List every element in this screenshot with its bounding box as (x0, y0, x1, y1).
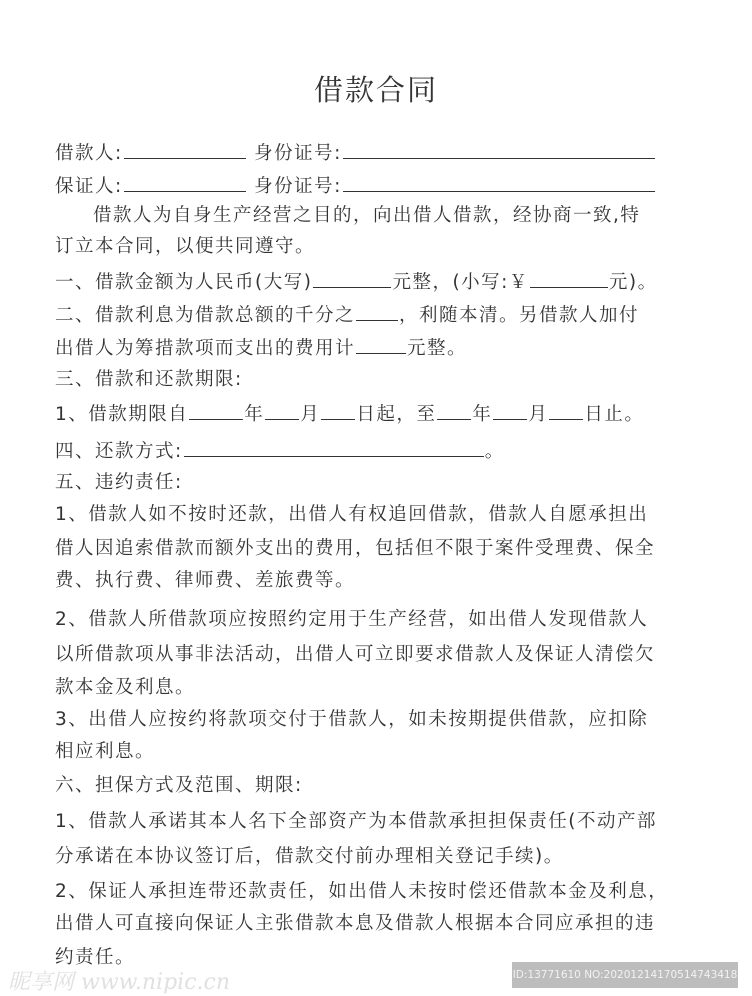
paragraph-line: 借款人为自身生产经营之目的，向出借人借款，经协商一致,特 (93, 205, 641, 226)
guarantor-label: 保证人: (55, 176, 123, 197)
paragraph-line: 2、借款人所借款项应按照约定用于生产经营，如出借人发现借款人 (55, 609, 649, 630)
start-month-blank (265, 401, 299, 420)
end-month-blank (493, 401, 527, 420)
section-heading: 五、违约责任: (55, 472, 183, 493)
borrower-line (55, 140, 656, 166)
amount-number-blank (530, 269, 608, 288)
paragraph-line: 出借人可直接向保证人主张借款本息及借款人根据本合同应承担的违 (55, 913, 656, 934)
section-heading: 六、担保方式及范围、期限: (55, 775, 303, 796)
paragraph-line: 2、保证人承担连带还款责任，如出借人未按时偿还借款本金及利息， (55, 881, 669, 902)
text: 月 (528, 404, 549, 425)
clause-2-line (55, 302, 639, 328)
guarantor-line (55, 173, 656, 199)
paragraph-line: 3、出借人应按约将款项交付于借款人，如未按期提供借款，应扣除 (55, 709, 649, 730)
fee-blank (356, 335, 406, 354)
paragraph-line: 约责任。 (55, 947, 136, 968)
guarantor-id-label: 身份证号: (254, 176, 342, 197)
borrower-blank (124, 140, 246, 159)
paragraph-line: 订立本合同，以便共同遵守。 (55, 236, 316, 257)
term-line (55, 401, 644, 427)
paragraph-line: 分承诺在本协议签订后，借款交付前办理相关登记手续)。 (55, 846, 564, 867)
text: 出借人为筹措款项而支出的费用计 (55, 338, 356, 359)
end-day-blank (549, 401, 583, 420)
start-year-blank (189, 401, 243, 420)
repayment-method-blank (184, 438, 484, 457)
text: 月 (300, 404, 321, 425)
paragraph-line: 款本金及利息。 (55, 677, 196, 698)
text: 日起，至 (356, 404, 437, 425)
borrower-label: 借款人: (55, 143, 123, 164)
text: 四、还款方式: (55, 441, 183, 462)
watermark-logo: 昵享网 www.nipic.cn (8, 970, 230, 995)
borrower-id-label: 身份证号: (254, 143, 342, 164)
text: 1、借款期限自 (55, 404, 189, 425)
clause-1-line (55, 269, 658, 295)
paragraph-line: 1、借款人如不按时还款，出借人有权追回借款，借款人自愿承担出 (55, 504, 649, 525)
text: 年 (244, 404, 265, 425)
section-heading: 三、借款和还款期限: (55, 369, 243, 390)
text: 元整。 (407, 338, 468, 359)
interest-blank (356, 302, 398, 321)
text: 元)。 (608, 272, 658, 293)
paragraph-line: 借人因追索借款而额外支出的费用，包括但不限于案件受理费、保全 (55, 538, 656, 559)
text: 元整，(小写:￥ (392, 272, 529, 293)
paragraph-line: 相应利息。 (55, 741, 156, 762)
amount-uppercase-blank (313, 269, 391, 288)
paragraph-line: 以所借款项从事非法活动，出借人可立即要求借款人及保证人清偿欠 (55, 644, 656, 665)
document-title: 借款合同 (313, 73, 438, 107)
clause-2-line (55, 335, 467, 361)
guarantor-id-blank (343, 173, 655, 192)
text: 二、借款利息为借款总额的千分之 (55, 305, 356, 326)
paragraph-line: 费、执行费、律师费、差旅费等。 (55, 570, 356, 591)
paragraph-line: 1、借款人承诺其本人名下全部资产为本借款承担担保责任(不动产部 (55, 811, 657, 832)
guarantor-blank (124, 173, 246, 192)
repayment-line (55, 438, 505, 464)
text: 年 (472, 404, 493, 425)
text: 日止。 (584, 404, 645, 425)
text: 一、借款金额为人民币(大写) (55, 272, 313, 293)
end-year-blank (437, 401, 471, 420)
text: ，利随本清。另借款人加付 (399, 305, 640, 326)
borrower-id-blank (343, 140, 655, 159)
start-day-blank (321, 401, 355, 420)
text: 。 (484, 441, 505, 462)
image-id-badge: ID:13771610 NO:20201214170514743418 (512, 962, 738, 988)
